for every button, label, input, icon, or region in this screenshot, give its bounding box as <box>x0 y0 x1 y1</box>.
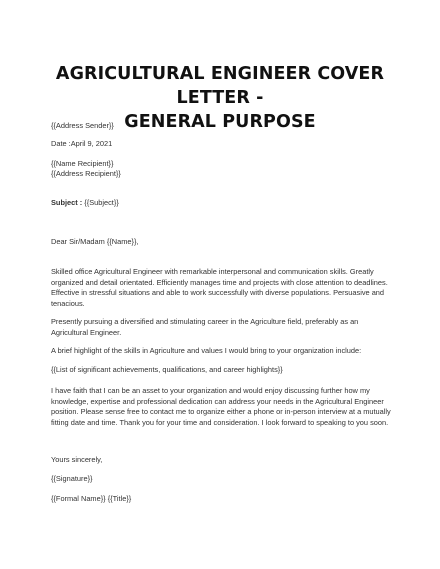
subject-value: {{Subject}} <box>82 198 119 207</box>
closing-phrase: Yours sincerely, <box>51 455 103 464</box>
signature: {{Signature}} <box>51 474 93 483</box>
subject-line <box>51 198 391 209</box>
name-recipient: {{Name Recipient}} <box>51 159 114 168</box>
subject-label: Subject : <box>51 198 83 207</box>
letter-date: Date :April 9, 2021 <box>51 139 113 148</box>
title-line-2: GENERAL PURPOSE <box>124 112 316 132</box>
title-line-1: AGRICULTURAL ENGINEER COVER LETTER - <box>55 64 385 108</box>
paragraph-objective: Presently pursuing a diversified and stimulating career in the Agriculture field, preferably as an Agricultural Engineer. <box>51 317 359 337</box>
paragraph-skills-intro: A brief highlight of the skills in Agriculture and values I would bring to your organization include: <box>51 346 362 355</box>
formal-name-title: {{Formal Name}} {{Title}} <box>51 494 132 503</box>
address-sender: {{Address Sender}} <box>51 121 114 130</box>
address-recipient: {{Address Recipient}} <box>51 169 121 178</box>
paragraph-closing: I have faith that I can be an asset to your organization and would enjoy discussing further how my knowledge, expertise and professional dedication can address your needs in the Agricultural Engineer position. Please sense free to contact me to organize either a phone or in-person interview at a mutually fitting date and time. Thank you for your time and consideration. I look forward to speaking to you soon. <box>51 386 391 427</box>
salutation: Dear Sir/Madam {{Name}}, <box>51 237 139 246</box>
paragraph-summary: Skilled office Agricultural Engineer with remarkable interpersonal and communication skills. Greatly organized and detail orientated. Efficiently manages time and projects with close attention to deadlines. Effective in stressful situations and able to work successfully with diverse populations. Persuasive and tenacious. <box>51 267 388 308</box>
paragraph-achievements: {{List of significant achievements, qualifications, and career highlights}} <box>51 365 283 374</box>
